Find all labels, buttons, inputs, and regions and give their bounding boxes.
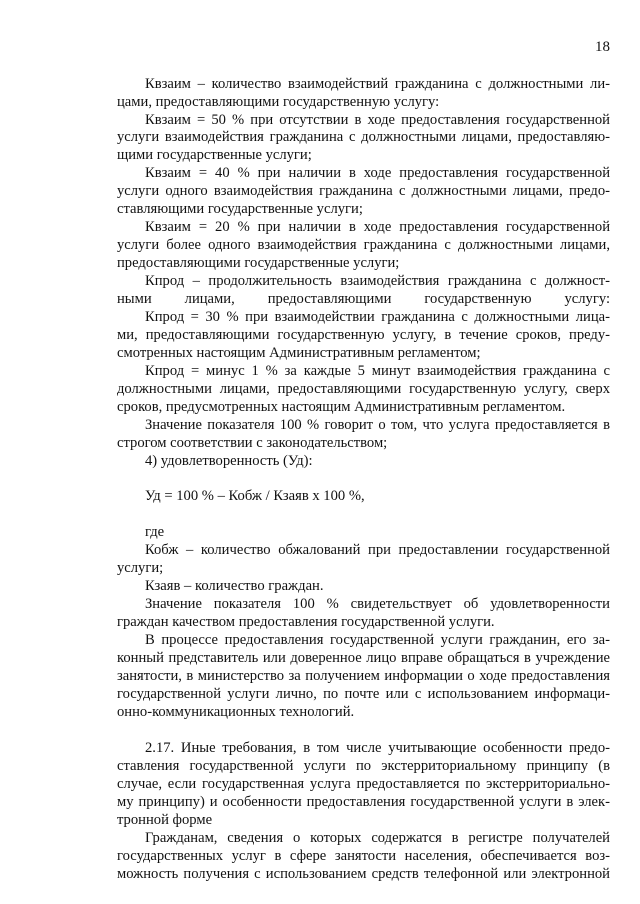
text-line: услуги одного взаимодействия гражданина с должностными лицами, предо- (117, 183, 610, 199)
text-line: конный представитель или доверенное лицо вправе обращаться в учреждение (117, 650, 610, 666)
text-line: Гражданам, сведения о которых содержатся в регистре получателей (145, 830, 610, 846)
text-line: граждан качеством предоставления государственной услуги. (117, 614, 495, 630)
text-line: сроков, предусмотренных настоящим Административным регламентом. (117, 399, 566, 415)
text-line: государственных услуг в сфере занятости населения, обеспечивается воз- (117, 848, 610, 864)
page-number: 18 (595, 39, 610, 55)
text-line: му принципу) и особенности предоставления государственной услуги в элек- (117, 794, 610, 810)
text-line: услуги; (117, 560, 164, 576)
text-line: Квзаим = 40 % при наличии в ходе предоставления государственной (145, 165, 610, 181)
text-line: Кпрод = 30 % при взаимодействии гражданина с должностными лица- (145, 309, 610, 325)
text-line: занятости, в министерство за получением информации о ходе предоставления (117, 668, 610, 684)
text-line: случае, если государственная услуга предоставляется по экстерриториально- (117, 776, 610, 792)
text-line: Кпрод = минус 1 % за каждые 5 минут взаимодействия гражданина с (145, 363, 610, 379)
text-line: государственной услуги лично, по почте или с использованием информаци- (117, 686, 610, 702)
text-line: ми, предоставляющими государственную услугу, в течение сроков, преду- (117, 327, 610, 343)
text-line: где (145, 524, 165, 540)
text-line: Кобж – количество обжалований при предоставлении государственной (145, 542, 610, 558)
text-line: Квзаим – количество взаимодействий гражданина с должностными ли- (145, 76, 610, 92)
text-line: Квзаим = 20 % при наличии в ходе предоставления государственной (145, 219, 610, 235)
text-line: Кзаяв – количество граждан. (145, 578, 324, 594)
text-line: тронной форме (117, 812, 213, 828)
text-line: услуги взаимодействия гражданина с должностными лицами, предоставляю- (117, 129, 610, 145)
text-line: Значение показателя 100 % говорит о том, что услуга предоставляется в (145, 417, 610, 433)
text-line: Уд = 100 % – Кобж / Кзаяв х 100 %, (145, 488, 365, 504)
text-line: Значение показателя 100 % свидетельствует об удовлетворенности (145, 596, 610, 612)
text-line: 4) удовлетворенность (Уд): (145, 453, 313, 469)
text-line: ставляющими государственные услуги; (117, 201, 363, 217)
text-line: Кпрод – продолжительность взаимодействия гражданина с должност- (145, 273, 610, 289)
text-line: ставления государственной услуги по экстерриториальному принципу (в (117, 758, 610, 774)
text-line: можность получения с использованием средств телефонной или электронной (117, 866, 610, 882)
text-line: 2.17. Иные требования, в том числе учитывающие особенности предо- (145, 740, 610, 756)
text-line: цами, предоставляющими государственную услугу: (117, 94, 440, 110)
text-line: Квзаим = 50 % при отсутствии в ходе предоставления государственной (145, 112, 610, 128)
text-line: смотренных настоящим Административным регламентом; (117, 345, 481, 361)
text-line: должностными лицами, предоставляющими государственную услугу, сверх (117, 381, 610, 397)
text-line: строгом соответствии с законодательством; (117, 435, 388, 451)
text-line: предоставляющими государственные услуги; (117, 255, 400, 271)
text-line: онно-коммуникационных технологий. (117, 704, 355, 720)
text-line: В процессе предоставления государственной услуги гражданин, его за- (145, 632, 610, 648)
text-line: ными лицами, предоставляющими государственную услугу: (117, 291, 610, 307)
text-line: услуги более одного взаимодействия гражданина с должностными лицами, (117, 237, 610, 253)
text-line: щими государственные услуги; (117, 147, 312, 163)
